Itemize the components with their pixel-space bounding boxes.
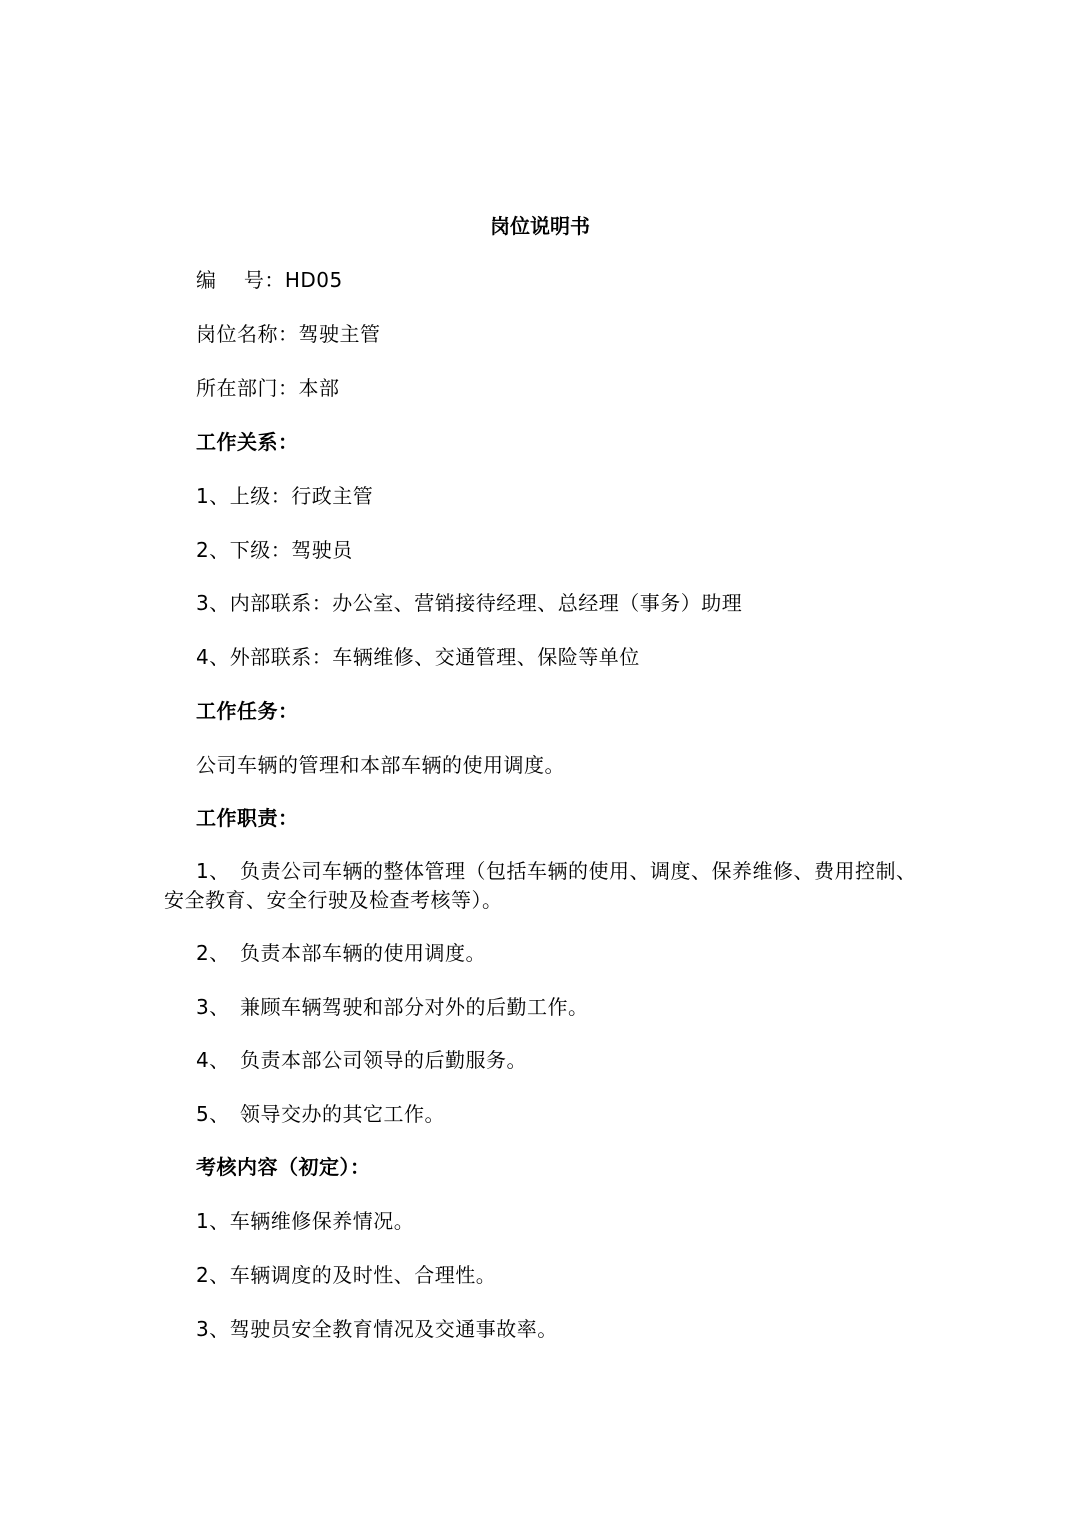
duty-number: 5、 [196, 1102, 230, 1126]
document-title: 岗位说明书 [490, 214, 590, 238]
assessment-item-dispatch: 2、车辆调度的及时性、合理性。 [196, 1263, 497, 1287]
duty-text: 负责本部公司领导的后勤服务。 [240, 1048, 527, 1072]
field-code: 编 号：HD05 [196, 268, 343, 292]
tasks-heading: 工作任务： [196, 699, 299, 723]
duty-number: 3、 [196, 995, 230, 1019]
duty-text: 负责公司车辆的整体管理（包括车辆的使用、调度、保养维修、费用控制、安全教育、安全行驶及检查考核等）。 [164, 859, 917, 912]
relation-item-subordinate: 2、下级：驾驶员 [196, 538, 353, 562]
relation-item-superior: 1、上级：行政主管 [196, 484, 374, 508]
field-position-name: 岗位名称：驾驶主管 [196, 322, 381, 346]
duty-number: 4、 [196, 1048, 230, 1072]
duty-item [164, 857, 924, 915]
relation-item-internal: 3、内部联系：办公室、营销接待经理、总经理（事务）助理 [196, 591, 743, 615]
field-department: 所在部门：本部 [196, 376, 340, 400]
tasks-text: 公司车辆的管理和本部车辆的使用调度。 [196, 753, 565, 777]
duty-item [196, 1101, 445, 1127]
duty-item [196, 994, 589, 1020]
assessment-item-maintenance: 1、车辆维修保养情况。 [196, 1209, 415, 1233]
duty-item [196, 940, 486, 966]
duty-text: 负责本部车辆的使用调度。 [240, 941, 486, 965]
duty-text: 兼顾车辆驾驶和部分对外的后勤工作。 [240, 995, 589, 1019]
assessment-heading: 考核内容（初定）： [196, 1155, 371, 1179]
duty-number: 1、 [196, 859, 230, 883]
relation-item-external: 4、外部联系：车辆维修、交通管理、保险等单位 [196, 645, 640, 669]
relations-heading: 工作关系： [196, 430, 299, 454]
duties-heading: 工作职责： [196, 806, 299, 830]
duty-number: 2、 [196, 941, 230, 965]
assessment-item-safety: 3、驾驶员安全教育情况及交通事故率。 [196, 1317, 558, 1341]
duty-text: 领导交办的其它工作。 [240, 1102, 445, 1126]
duty-item [196, 1047, 527, 1073]
